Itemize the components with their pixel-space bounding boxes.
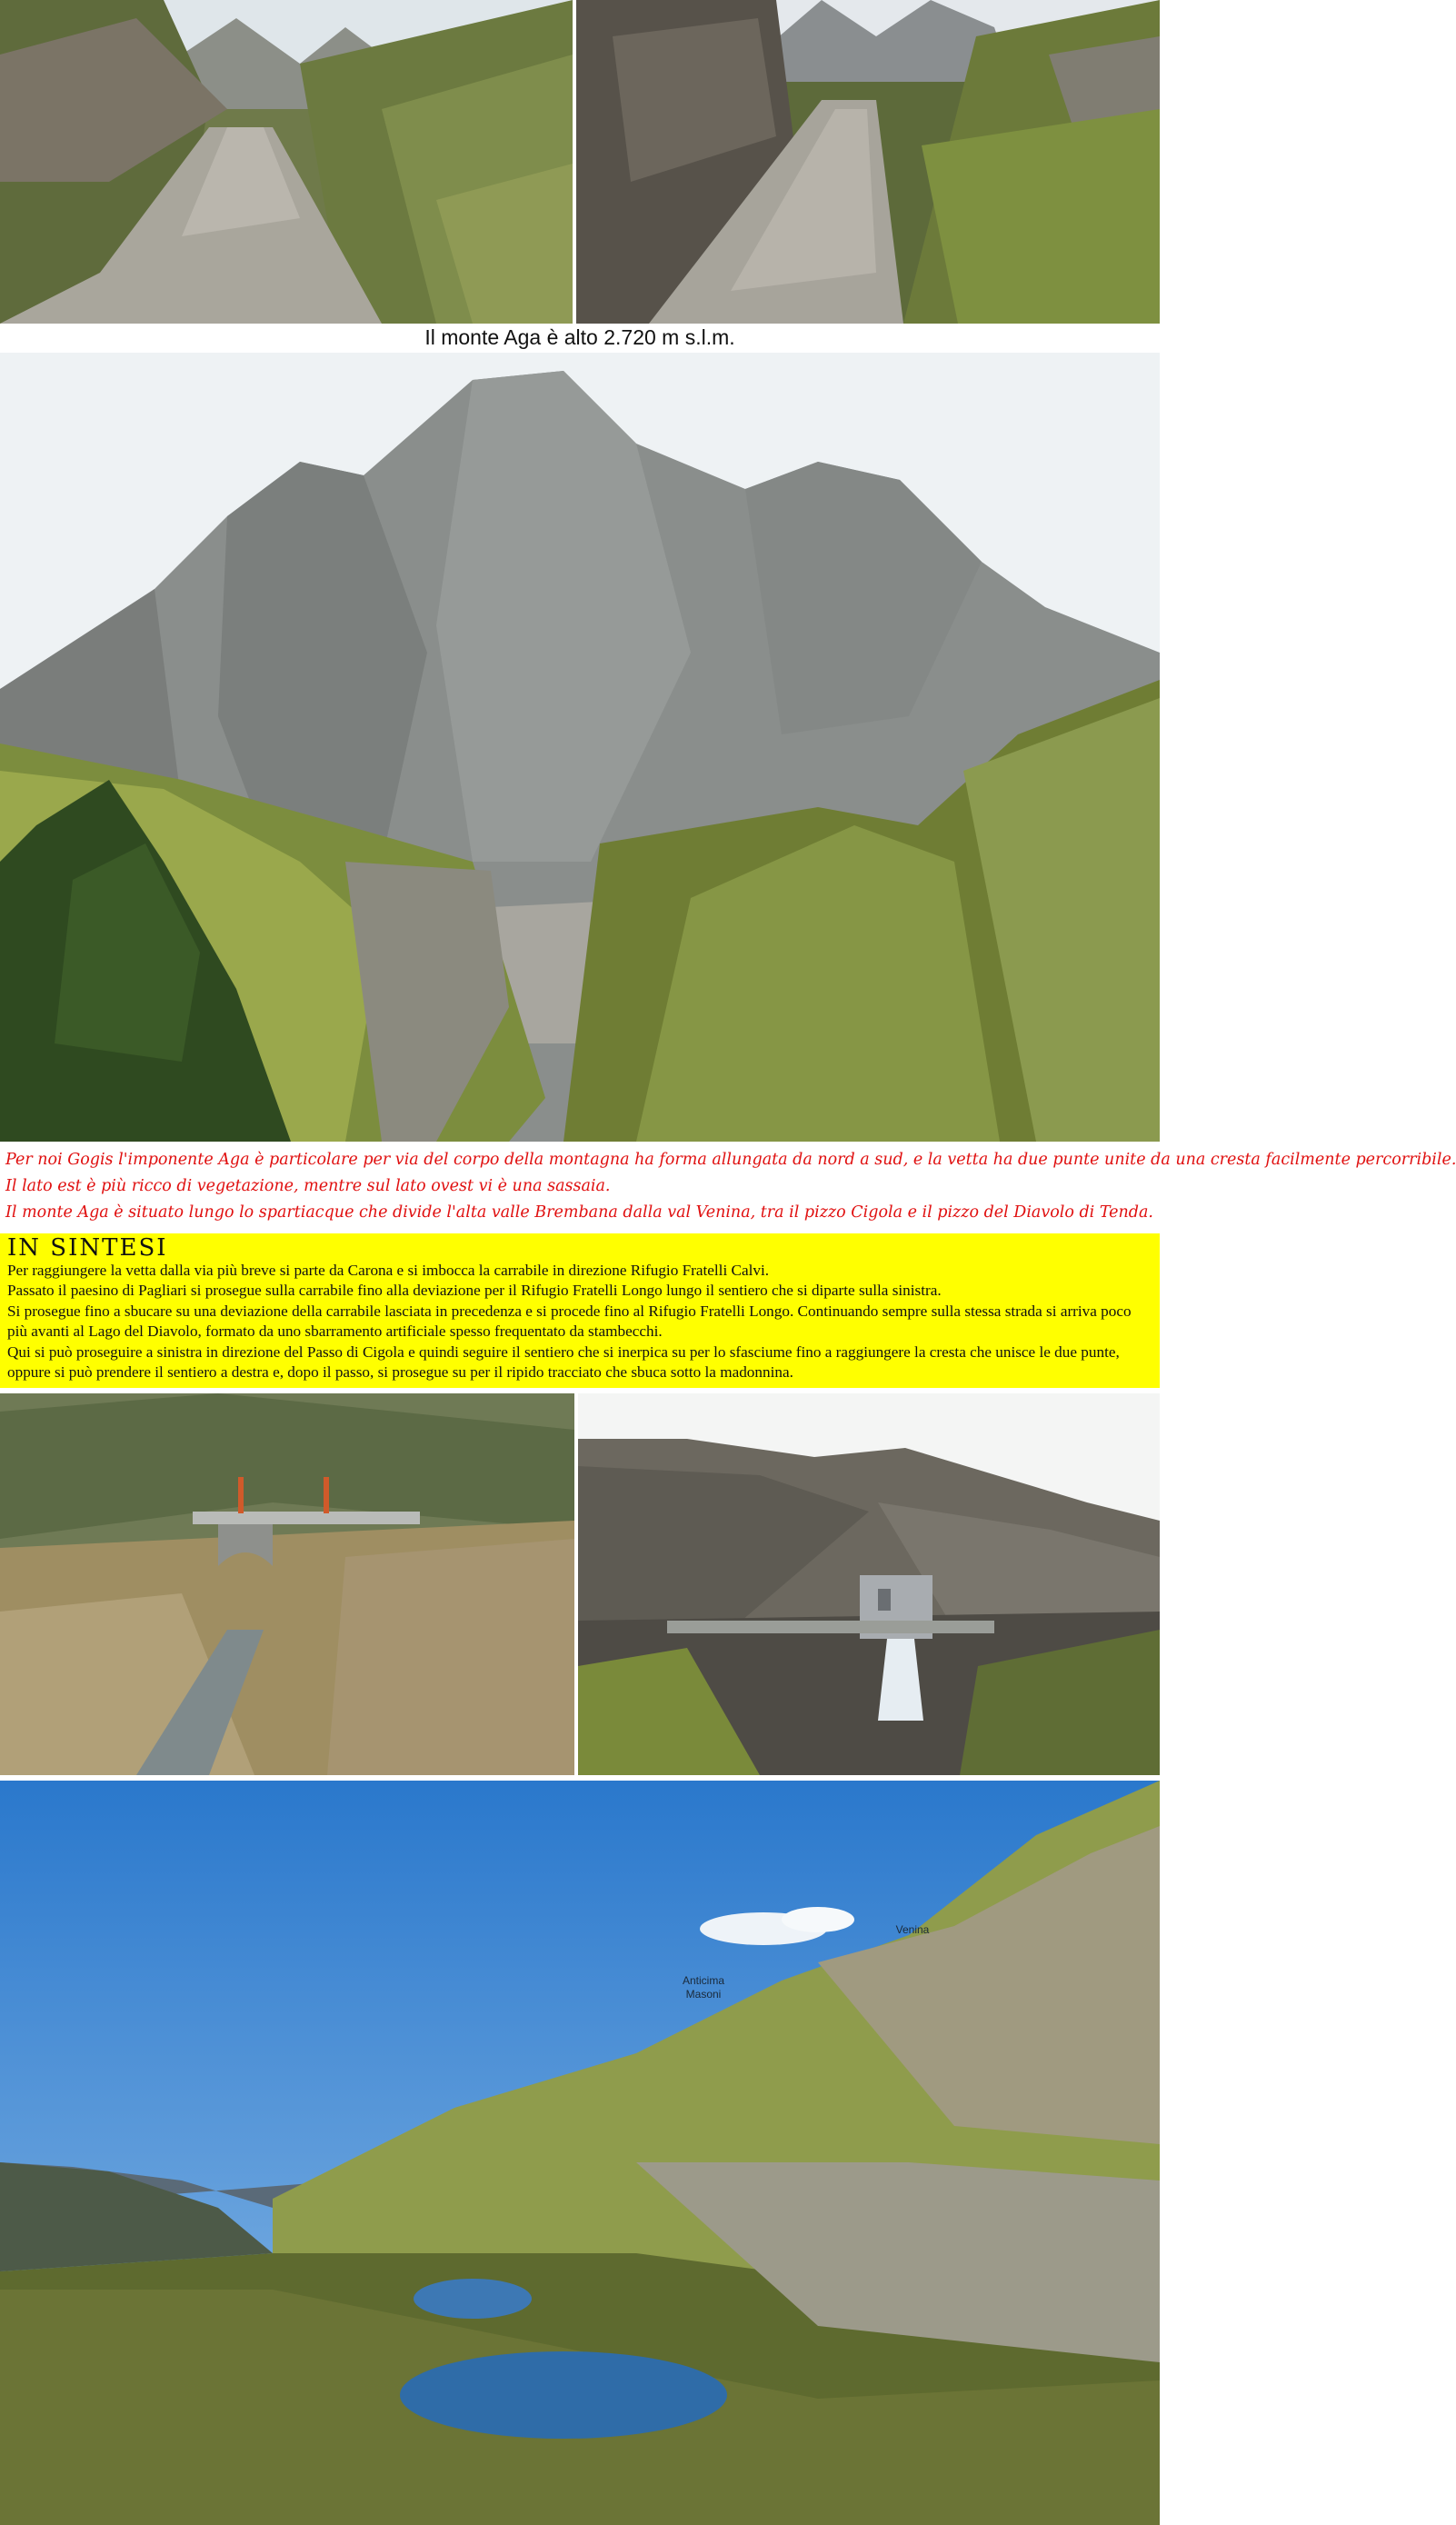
description-line-3: Il monte Aga è situato lungo lo spartiacque che divide l'alta valle Brembana dalla val Venina, tra il pizzo Cigola e il pizzo del Diavolo di Tenda. [5, 1203, 1153, 1222]
description-line-1: Per noi Gogis l'imponente Aga è particolare per via del corpo della montagna ha forma allungata da nord a sud, e la vetta ha due punte unite da una cresta facilmente percorribile. [5, 1151, 1456, 1169]
label-venina: Venina [895, 1923, 930, 1936]
summary-title: IN SINTESI [7, 1234, 168, 1262]
photo-gravel-road-left [0, 0, 573, 324]
photo-gravel-road-right [576, 0, 1160, 324]
summary-paragraph: Passato il paesino di Pagliari si prosegue sulla carrabile fino alla deviazione per il Rifugio Fratelli Longo lungo il sentiero che si diparte sulla sinistra. [7, 1282, 942, 1300]
summary-paragraph: Si prosegue fino a sbucare su una deviazione della carrabile lasciata in precedenza e si procede fino al Rifugio Fratelli Longo. Continuando sempre sulla stessa strada si arriva poco più avanti al Lago del Diavolo, formato da uno sbarramento artificiale spesso frequentato da stambecchi. [7, 1302, 1132, 1341]
summary-paragraph: Qui si può proseguire a sinistra in direzione del Passo di Cigola e quindi seguire il sentiero che si inerpica su per lo sfasciume fino a raggiungere la cresta che unisce le due punte, oppure si può prendere il sentiero a destra e, dopo il passo, si prosegue su per il ripido tracciato che sbuca sotto la madonnina. [7, 1342, 1120, 1382]
label-anticima-masoni: Anticima Masoni [682, 1974, 724, 2001]
photo-building-waterfall [578, 1393, 1160, 1775]
photo-stone-bridge [0, 1393, 574, 1775]
summary-box [0, 1233, 1160, 1388]
description-notes [5, 1147, 1456, 1226]
caption-monte-aga-altitude: Il monte Aga è alto 2.720 m s.l.m. [424, 325, 735, 349]
description-line-2: Il lato est è più ricco di vegetazione, mentre sul lato ovest vi è una sassaia. [5, 1177, 611, 1195]
photo-monte-aga [0, 353, 1160, 1142]
summary-paragraph: Per raggiungere la vetta dalla via più breve si parte da Carona e si imbocca la carrabile in direzione Rifugio Fratelli Calvi. [7, 1262, 770, 1279]
summary-text [7, 1261, 1154, 1382]
photo-valley-ponds [0, 1781, 1160, 2525]
